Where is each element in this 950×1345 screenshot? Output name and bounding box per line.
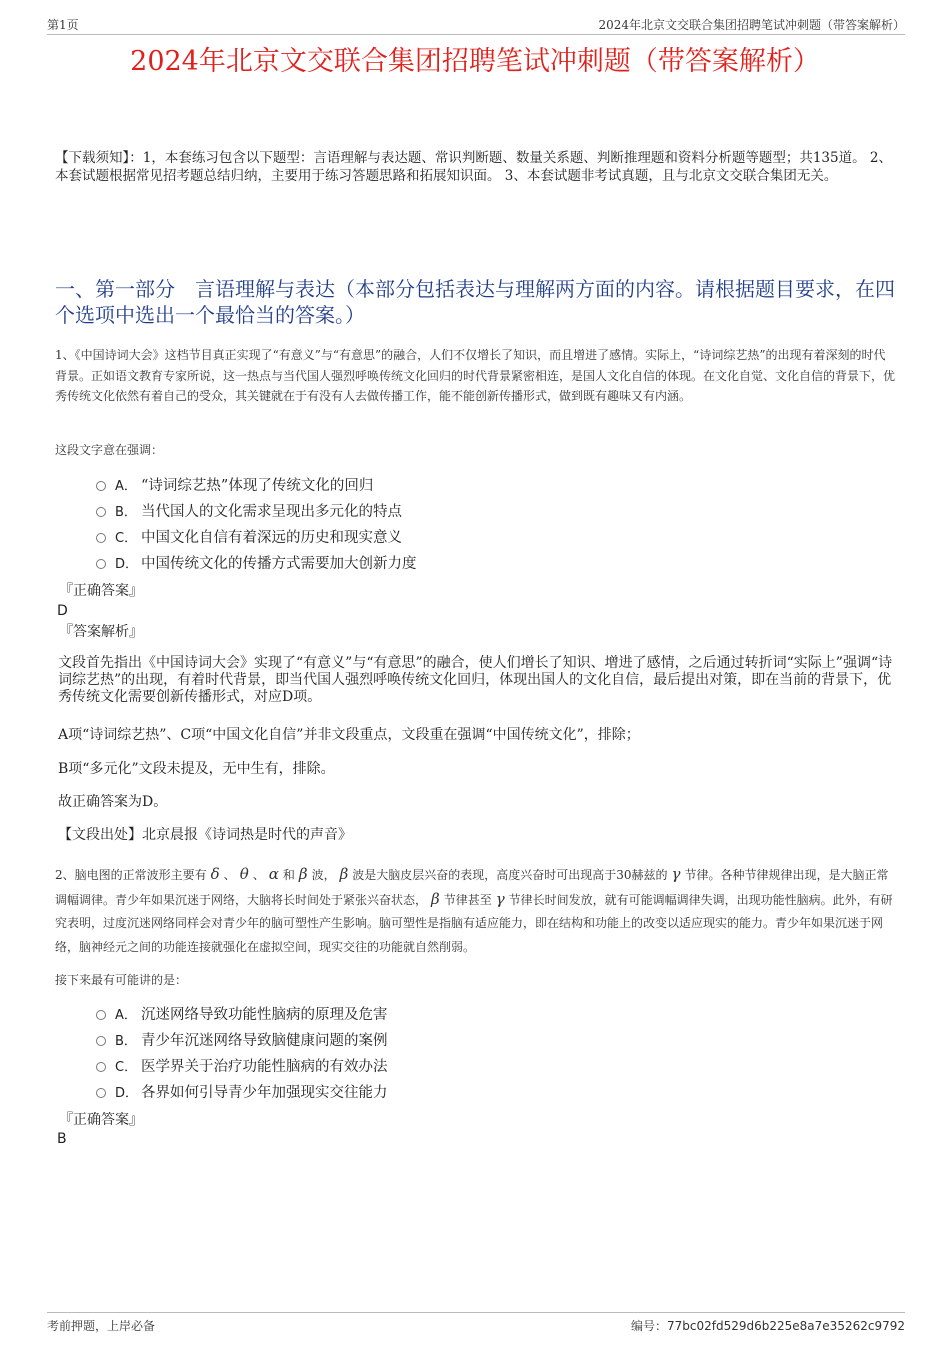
radio-icon[interactable] — [96, 507, 106, 517]
analysis-paragraph: A项“诗词综艺热”、C项“中国文化自信”并非文段重点，文段重在强调“中国传统文化”，排除； — [58, 727, 640, 743]
page-footer — [47, 1312, 905, 1333]
radio-icon[interactable] — [96, 533, 106, 543]
radio-icon[interactable] — [96, 481, 106, 491]
analysis-paragraph: 文段首先指出《中国诗词大会》实现了“有意义”与“有意思”的融合，使人们增长了知识、增进了感情，之后通过转折词“实际上”强调“诗词综艺热”的出现，有着时代背景，即当代国人强烈呼唤传统文化回归，体现出国人的文化自信，最后提出对策，即在当前的背景下，优秀传统文化需要创新传播形式，对应D项。 — [58, 655, 893, 705]
page-title: 2024年北京文交联合集团招聘笔试冲刺题（带答案解析） — [130, 46, 820, 77]
question-1-answer-label: 『正确答案』 — [59, 583, 143, 599]
gamma-symbol: γ — [495, 889, 505, 908]
question-1-option-c[interactable]: C． 中国文化自信有着深远的历史和现实意义 — [96, 528, 402, 549]
radio-icon[interactable] — [96, 559, 106, 569]
download-notice: 【下载须知】：1，本套练习包含以下题型：言语理解与表达题、常识判断题、数量关系题、判断推理题和资料分析题等题型；共135道。 2、本套试题根据常见招考题总结归纳，主要用于练习答题思路和拓展知识面。 3、本套试题非考试真题，且与北京文交联合集团无关。 — [55, 150, 892, 184]
question-2-option-b[interactable]: B． 青少年沉迷网络导致脑健康问题的案例 — [96, 1031, 388, 1052]
question-2-prompt: 接下来最有可能讲的是： — [55, 973, 188, 987]
question-2-option-c[interactable]: C． 医学界关于治疗功能性脑病的有效办法 — [96, 1057, 388, 1078]
question-1-analysis-label: 『答案解析』 — [59, 624, 143, 640]
question-1-answer: D — [57, 603, 68, 619]
page-header — [47, 14, 905, 35]
analysis-source: 【文段出处】北京晨报《诗词热是时代的声音》 — [58, 827, 352, 843]
question-2-option-d[interactable]: D． 各界如何引导青少年加强现实交往能力 — [96, 1083, 388, 1104]
theta-symbol: θ — [239, 865, 249, 883]
question-2-answer: B — [57, 1131, 67, 1147]
alpha-symbol: α — [268, 865, 279, 883]
radio-icon[interactable] — [96, 1036, 106, 1046]
question-2-option-a[interactable]: A． 沉迷网络导致功能性脑病的原理及危害 — [96, 1005, 388, 1026]
footer-code: 编号：77bc02fd529d6b225e8a7e35262c9792 — [631, 1319, 905, 1333]
question-1-option-b[interactable]: B． 当代国人的文化需求呈现出多元化的特点 — [96, 502, 402, 523]
gamma-symbol: γ — [671, 865, 681, 883]
radio-icon[interactable] — [96, 1010, 106, 1020]
section-heading: 一、第一部分 言语理解与表达（本部分包括表达与理解两方面的内容。请根据题目要求，在四个选项中选出一个最恰当的答案。） — [55, 277, 895, 327]
question-2-answer-label: 『正确答案』 — [59, 1112, 143, 1128]
header-doc-title: 2024年北京文交联合集团招聘笔试冲刺题（带答案解析） — [598, 18, 905, 32]
question-2-text: 2、脑电图的正常波形主要有 δ 、 θ 、 α 和 β 波， β 波是大脑皮层兴奋的表现，高度兴奋时可出现高于30赫兹的 γ 节律。各种节律规律出现，是大脑正常调幅调律。青少年如果沉迷于网络，大脑将长时间处于紧张兴奋状态， β 节律甚至 γ 节律长时间发放，就有可能调幅调律失调，出现功能性脑病。此外，有研究表明，过度沉迷网络同样会对青少年的脑可塑性产生影响。脑可塑性是指脑有适应能力，即在结构和功能上的改变以适应现实的能力。青少年如果沉迷于网络，脑神经元之间的功能连接就强化在虚拟空间，现实交往的功能就自然削弱。 — [55, 865, 893, 954]
question-1-option-d[interactable]: D． 中国传统文化的传播方式需要加大创新力度 — [96, 554, 417, 575]
question-1-option-a[interactable]: A． “诗词综艺热”体现了传统文化的回归 — [96, 476, 373, 497]
beta-symbol: β — [339, 865, 349, 883]
question-1-prompt: 这段文字意在强调： — [55, 443, 164, 457]
radio-icon[interactable] — [96, 1088, 106, 1098]
question-1-text: 1、《中国诗词大会》这档节目真正实现了“有意义”与“有意思”的融合，人们不仅增长了知识，而且增进了感情。实际上，“诗词综艺热”的出现有着深刻的时代背景。正如语文教育专家所说，这一热点与当代国人强烈呼唤传统文化回归的时代背景紧密相连，是国人文化自信的体现。在文化自觉、文化自信的背景下，优秀传统文化依然有着自己的受众，其关键就在于有没有人去做传播工作，能不能创新传播形式，做到既有趣味又有内涵。 — [55, 348, 896, 403]
beta-symbol: β — [431, 889, 440, 908]
page-number: 第1页 — [47, 18, 79, 32]
analysis-conclusion: 故正确答案为D。 — [58, 794, 168, 810]
beta-symbol: β — [298, 865, 308, 883]
radio-icon[interactable] — [96, 1062, 106, 1072]
footer-slogan: 考前押题，上岸必备 — [47, 1319, 156, 1333]
delta-symbol: δ — [210, 865, 220, 883]
analysis-paragraph: B项“多元化”文段未提及，无中生有，排除。 — [58, 761, 335, 777]
